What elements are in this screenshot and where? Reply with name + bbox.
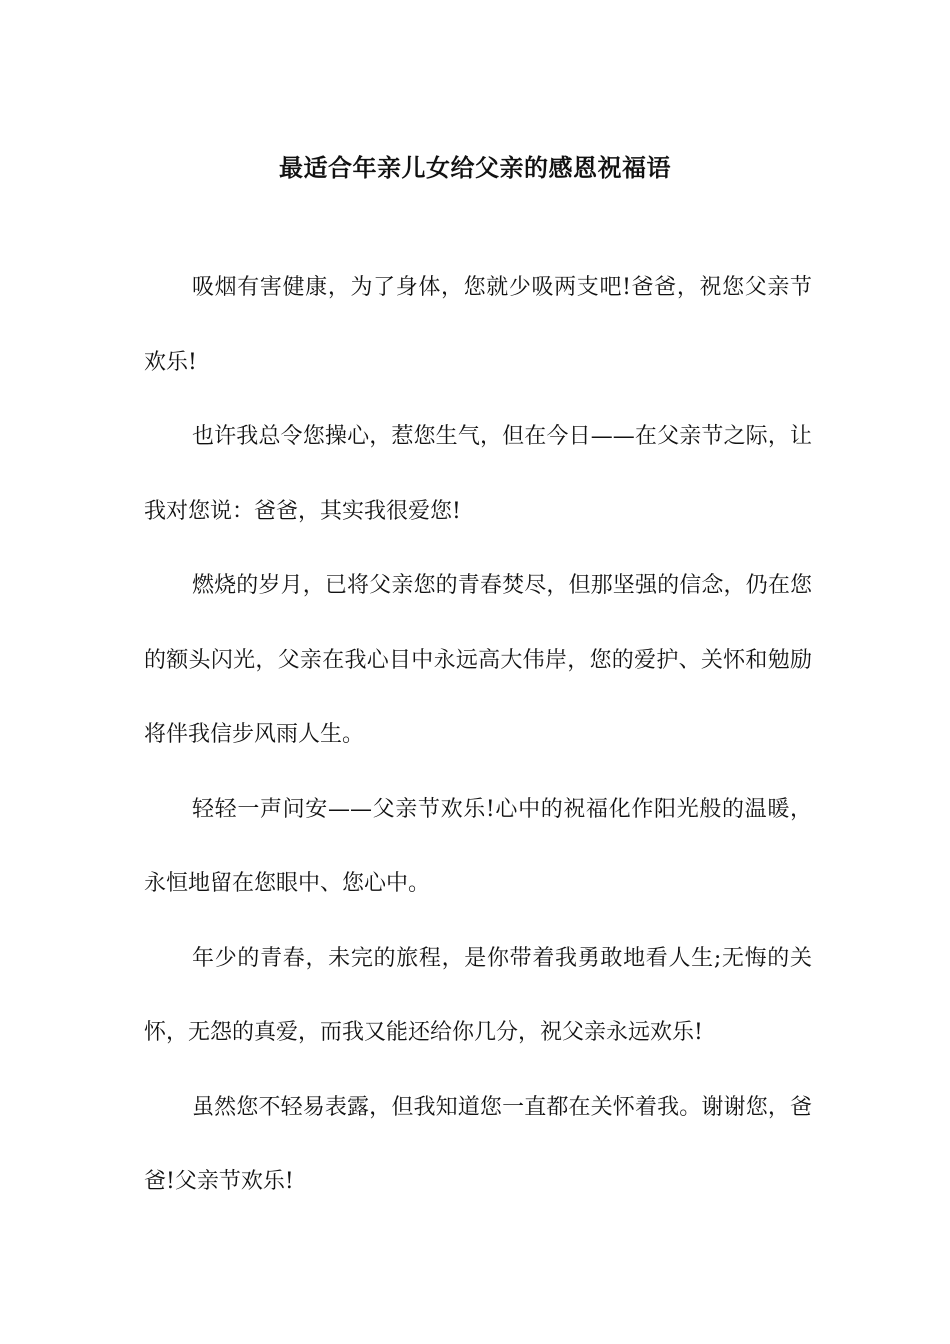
document-body — [144, 251, 812, 1220]
paragraph-5: 年少的青春，未完的旅程，是你带着我勇敢地看人生;无悔的关怀，无怨的真爱，而我又能还给你几分，祝父亲永远欢乐! — [144, 945, 812, 1045]
paragraph-6: 虽然您不轻易表露，但我知道您一直都在关怀着我。谢谢您，爸爸!父亲节欢乐! — [144, 1094, 812, 1194]
paragraph-3: 燃烧的岁月，已将父亲您的青春焚尽，但那坚强的信念，仍在您的额头闪光，父亲在我心目中永远高大伟岸，您的爱护、关怀和勉励将伴我信步风雨人生。 — [144, 573, 812, 747]
document-title: 最适合年亲儿女给父亲的感恩祝福语 — [279, 154, 671, 183]
paragraph-2: 也许我总令您操心，惹您生气，但在今日——在父亲节之际，让我对您说：爸爸，其实我很爱您! — [144, 424, 812, 524]
paragraph-4: 轻轻一声问安——父亲节欢乐!心中的祝福化作阳光般的温暖，永恒地留在您眼中、您心中。 — [144, 796, 812, 896]
paragraph-1: 吸烟有害健康，为了身体，您就少吸两支吧!爸爸，祝您父亲节欢乐! — [144, 275, 812, 375]
